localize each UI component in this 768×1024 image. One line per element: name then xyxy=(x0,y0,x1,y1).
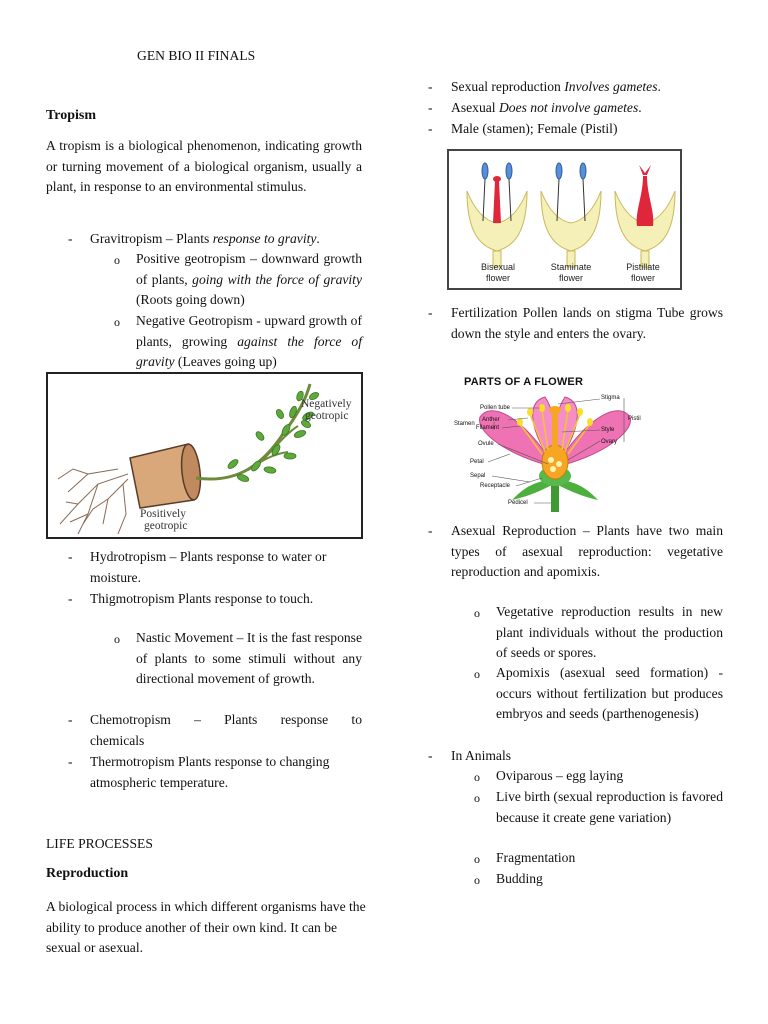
chemotropism-item: Chemotropism – Plants response to chemicals xyxy=(90,712,362,748)
label-pedicel: Pedicel xyxy=(508,500,528,506)
dash-marker: - xyxy=(428,523,433,538)
dash-marker: - xyxy=(428,305,433,320)
in-animals-item: In Animals xyxy=(451,748,512,763)
label-ovule: Ovule xyxy=(478,441,494,447)
label-filament: Filament xyxy=(476,425,500,431)
bullet-marker: o xyxy=(474,852,480,866)
dash-marker: - xyxy=(428,121,433,136)
fragmentation-item: Fragmentation xyxy=(496,850,576,865)
reproduction-heading: Reproduction xyxy=(46,866,129,881)
reproduction-definition: A biological process in which different organisms have the ability to produce another of their own kind. It can be sexual or asexual. xyxy=(46,899,366,956)
label-ovary: Ovary xyxy=(601,439,618,445)
document-title: GEN BIO II FINALS xyxy=(137,48,256,63)
hydrotropism-item: Hydrotropism – Plants response to water or moisture. xyxy=(90,549,327,585)
staminate-flower-label: Staminate flower xyxy=(550,262,592,283)
dash-marker: - xyxy=(68,754,73,769)
dash-marker: - xyxy=(428,100,433,115)
bullet-marker: o xyxy=(114,632,120,646)
thermotropism-item: Thermotropism Plants response to changing atmospheric temperature. xyxy=(90,754,330,790)
label-pistil: Pistil xyxy=(628,416,641,422)
dash-marker: - xyxy=(68,231,73,246)
label-sepal: Sepal xyxy=(470,473,486,479)
positively-geotropic-label: Positively geotropic xyxy=(140,508,188,532)
pistillate-flower-label: Pistillate flower xyxy=(626,262,660,283)
negatively-geotropic-label: Negatively geotropic xyxy=(301,398,352,422)
dash-marker: - xyxy=(428,79,433,94)
dash-marker: - xyxy=(68,712,73,727)
label-pollen-tube: Pollen tube xyxy=(480,405,511,411)
asexual-item: Asexual Does not involve gametes. xyxy=(451,100,642,115)
thigmotropism-item: Thigmotropism Plants response to touch. xyxy=(90,591,314,606)
label-petal: Petal xyxy=(470,459,484,465)
label-style: Style xyxy=(601,427,615,433)
flower-types-figure xyxy=(447,149,682,290)
nastic-movement-item: Nastic Movement – It is the fast response of plants to some stimuli without any directional movement of growth. xyxy=(136,630,362,687)
label-stamen: Stamen xyxy=(454,421,475,427)
positive-geotropism-item: Positive geotropism – downward growth of plants, going with the force of gravity (Roots going down) xyxy=(136,251,362,308)
dash-marker: - xyxy=(68,591,73,606)
negative-geotropism-item: Negative Geotropism - upward growth of plants, growing against the force of gravity (Leaves going up) xyxy=(136,313,362,370)
sexual-reproduction-item: Sexual reproduction Involves gametes. xyxy=(451,79,661,94)
bullet-marker: o xyxy=(114,253,120,267)
label-stigma: Stigma xyxy=(601,395,620,401)
vegetative-reproduction-item: Vegetative reproduction results in new plant individuals without the production of seeds or spores. xyxy=(496,604,723,661)
bisexual-flower-label: Bisexual flower xyxy=(480,262,516,283)
asexual-reproduction-item: Asexual Reproduction – Plants have two main types of asexual reproduction: vegetative reproduction and apomixis. xyxy=(451,523,723,580)
budding-item: Budding xyxy=(496,871,543,886)
tropism-heading: Tropism xyxy=(46,108,97,123)
label-anther: Anther xyxy=(482,417,500,423)
label-receptacle: Receptacle xyxy=(480,483,511,489)
flower-parts-figure xyxy=(450,372,662,512)
dash-marker: - xyxy=(428,748,433,763)
oviparous-item: Oviparous – egg laying xyxy=(496,768,624,783)
bullet-marker: o xyxy=(474,667,480,681)
geotropism-figure xyxy=(46,372,363,539)
flower-parts-title: PARTS OF A FLOWER xyxy=(464,376,584,388)
live-birth-item: Live birth (sexual reproduction is favored because it create gene variation) xyxy=(496,789,723,825)
fertilization-item: Fertilization Pollen lands on stigma Tube grows down the style and enters the ovary. xyxy=(451,305,723,341)
bullet-marker: o xyxy=(114,315,120,329)
dash-marker: - xyxy=(68,549,73,564)
bullet-marker: o xyxy=(474,873,480,887)
life-processes-heading: LIFE PROCESSES xyxy=(46,836,153,851)
tropism-definition: A tropism is a biological phenomenon, indicating growth or turning movement of a biological organism, usually a plant, in response to an environmental stimulus. xyxy=(46,138,362,195)
bullet-marker: o xyxy=(474,770,480,784)
gravitropism-item: Gravitropism – Plants response to gravity. xyxy=(90,231,320,246)
bullet-marker: o xyxy=(474,791,480,805)
apomixis-item: Apomixis (asexual seed formation) - occurs without fertilization but produces embryos and seeds (parthenogenesis) xyxy=(496,665,723,722)
male-female-item: Male (stamen); Female (Pistil) xyxy=(451,121,618,136)
bullet-marker: o xyxy=(474,606,480,620)
